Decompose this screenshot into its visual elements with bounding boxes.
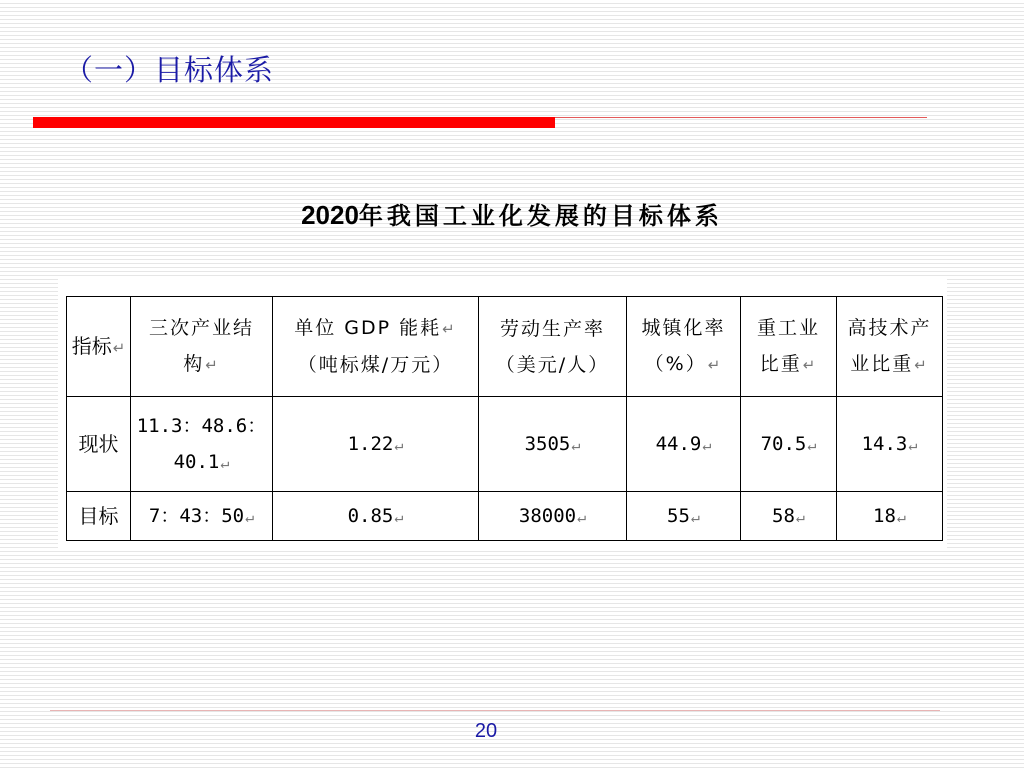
- cell-end-mark: ↵: [908, 435, 918, 454]
- cell-end-mark: ↵: [394, 435, 404, 454]
- header-productivity-line1: 劳动生产率: [499, 317, 605, 340]
- header-energy-cell: [273, 297, 479, 397]
- header-high-tech-line1: 高技术产: [847, 317, 932, 339]
- target-label: 目标: [78, 504, 119, 528]
- current-energy-cell: [273, 397, 479, 492]
- table-row-current: [67, 397, 943, 492]
- header-heavy-industry-line2: 比重: [759, 353, 802, 375]
- goals-table: [66, 296, 943, 541]
- header-high-tech-line2-wrap: [841, 346, 938, 383]
- current-label-cell: [67, 397, 131, 492]
- current-urbanization: 44.9: [655, 432, 702, 455]
- header-high-tech-cell: [837, 297, 943, 397]
- header-energy-line1: 单位 GDP 能耗: [294, 317, 442, 339]
- target-high-tech-cell: [837, 492, 943, 541]
- cell-end-mark: ↵: [914, 356, 929, 374]
- title-underline-bar: [33, 117, 555, 128]
- table-title-year: 2020: [301, 200, 359, 230]
- current-heavy-industry: 70.5: [760, 432, 807, 455]
- target-high-tech: 18: [873, 504, 896, 527]
- current-structure-line1: 11.3：48.6：: [136, 414, 267, 437]
- target-label-cell: [67, 492, 131, 541]
- header-productivity-line2: （美元/人）: [495, 353, 610, 376]
- cell-end-mark: ↵: [795, 507, 805, 526]
- header-urbanization-line1: 城镇化率: [641, 317, 726, 339]
- cell-end-mark: ↵: [571, 435, 581, 454]
- header-energy-line1-wrap: [277, 310, 474, 347]
- target-heavy-industry-cell: [741, 492, 837, 541]
- current-structure-line2: 40.1: [173, 450, 220, 473]
- cell-end-mark: ↵: [807, 435, 817, 454]
- cell-end-mark: ↵: [112, 338, 126, 357]
- cell-end-mark: ↵: [690, 507, 700, 526]
- cell-end-mark: ↵: [577, 507, 587, 526]
- target-urbanization-cell: [627, 492, 741, 541]
- current-energy: 1.22: [347, 432, 394, 455]
- current-urbanization-cell: [627, 397, 741, 492]
- target-structure-cell: [131, 492, 273, 541]
- slide-title: （一）目标体系: [64, 53, 275, 87]
- current-structure-cell: [131, 397, 273, 492]
- header-structure-cell: [131, 297, 273, 397]
- current-productivity: 3505: [524, 432, 571, 455]
- target-energy-cell: [273, 492, 479, 541]
- table-row-target: [67, 492, 943, 541]
- table-image: [58, 277, 947, 549]
- header-heavy-industry-cell: [741, 297, 837, 397]
- header-structure-line2: 构: [183, 353, 205, 375]
- cell-end-mark: ↵: [220, 453, 230, 472]
- header-heavy-industry-line2-wrap: [745, 346, 832, 383]
- cell-end-mark: ↵: [394, 507, 404, 526]
- target-productivity: 38000: [518, 504, 577, 527]
- cell-end-mark: ↵: [896, 507, 906, 526]
- cell-end-mark: ↵: [707, 356, 723, 374]
- header-urbanization-cell: [627, 297, 741, 397]
- target-productivity-cell: [479, 492, 627, 541]
- table-title: [0, 196, 1024, 231]
- cell-end-mark: ↵: [702, 435, 712, 454]
- current-high-tech-cell: [837, 397, 943, 492]
- target-structure: 7：43：50: [148, 504, 245, 527]
- current-structure-line2-wrap: [135, 444, 268, 481]
- target-energy: 0.85: [347, 504, 394, 527]
- table-title-text: 年我国工业化发展的目标体系: [358, 202, 723, 230]
- target-heavy-industry: 58: [772, 504, 795, 527]
- header-label-cell: [67, 297, 131, 397]
- cell-end-mark: ↵: [442, 320, 457, 338]
- current-heavy-industry-cell: [741, 397, 837, 492]
- cell-end-mark: ↵: [205, 356, 220, 374]
- title-underline-line: [555, 117, 927, 118]
- header-structure-line1: 三次产业结: [148, 317, 254, 339]
- header-structure-line2-wrap: [135, 346, 268, 383]
- cell-end-mark: ↵: [245, 507, 255, 526]
- footer-divider: [50, 710, 940, 711]
- header-label: 指标: [71, 333, 112, 358]
- current-productivity-cell: [479, 397, 627, 492]
- header-productivity-cell: [479, 297, 627, 397]
- table-header-row: [67, 297, 943, 397]
- cell-end-mark: ↵: [802, 356, 818, 374]
- header-energy-line2: （吨标煤/万元）: [297, 354, 454, 376]
- header-urbanization-line2: （%）: [644, 353, 707, 375]
- header-heavy-industry-line1: 重工业: [756, 317, 820, 339]
- current-label: 现状: [78, 432, 119, 456]
- header-urbanization-line2-wrap: [631, 346, 736, 383]
- current-high-tech: 14.3: [861, 432, 908, 455]
- header-high-tech-line2: 业比重: [850, 353, 914, 375]
- target-urbanization: 55: [667, 504, 690, 527]
- page-number: 20: [474, 720, 498, 742]
